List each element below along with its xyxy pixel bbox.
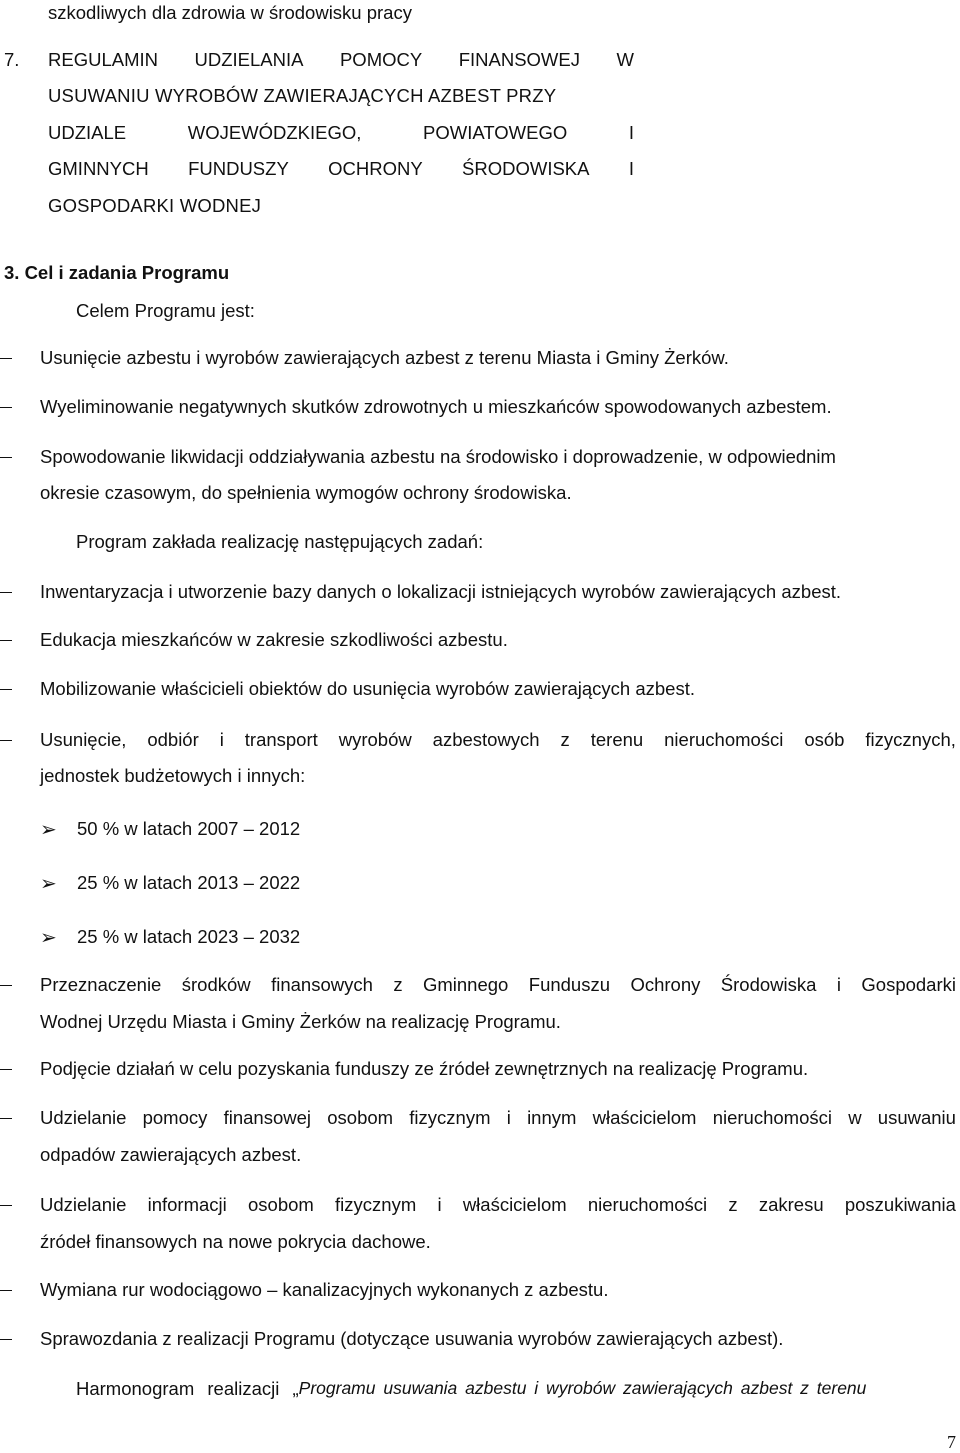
word: w: [848, 1107, 862, 1128]
dash-bullet: [0, 592, 12, 593]
schedule-item: 50 % w latach 2007 – 2012: [77, 818, 301, 839]
word: fizycznym: [335, 1194, 417, 1215]
item-7-line-2: USUWANIU WYROBÓW ZAWIERAJĄCYCH AZBEST PRZY: [48, 85, 557, 106]
word: FUNDUSZY: [188, 158, 289, 179]
word: i: [437, 1194, 442, 1215]
section-3-intro: Celem Programu jest:: [76, 300, 255, 321]
tasks-intro: Program zakłada realizację następujących zadań:: [76, 531, 484, 552]
word: azbestowych: [432, 729, 540, 750]
word: Środowiska: [720, 974, 817, 995]
task-item: Wymiana rur wodociągowo – kanalizacyjnych wykonanych z azbestu.: [40, 1279, 609, 1300]
word: GMINNYCH: [48, 158, 149, 179]
word: informacji: [147, 1194, 227, 1215]
word: I: [628, 122, 634, 143]
arrow-bullet-icon: ➢: [40, 819, 57, 841]
word: nieruchomości: [712, 1107, 832, 1128]
word: i: [506, 1107, 511, 1128]
word: transport: [244, 729, 318, 750]
word: UDZIALE: [48, 122, 127, 143]
task-item-line-1: [40, 974, 956, 996]
goal-item-line-1: Spowodowanie likwidacji oddziaływania azbestu na środowisko i doprowadzenie, w odpowiednim: [40, 446, 836, 467]
word: POWIATOWEGO: [423, 122, 568, 143]
item-7-number: 7.: [4, 49, 20, 70]
harmonogram-line: [76, 1378, 956, 1400]
word: pomocy: [142, 1107, 208, 1128]
harmonogram-lead: Harmonogram realizacji „: [76, 1378, 299, 1399]
word: POMOCY: [339, 49, 423, 70]
word: i: [219, 729, 224, 750]
word: REGULAMIN: [48, 49, 158, 70]
goal-item: Usunięcie azbestu i wyrobów zawierających azbest z terenu Miasta i Gminy Żerków.: [40, 347, 729, 368]
task-item-line-2: jednostek budżetowych i innych:: [40, 765, 306, 786]
word: finansowej: [223, 1107, 312, 1128]
schedule-item: 25 % w latach 2023 – 2032: [77, 926, 301, 947]
item-7-line-5: GOSPODARKI WODNEJ: [48, 195, 262, 216]
word: fizycznym: [409, 1107, 491, 1128]
dash-bullet: [0, 985, 12, 986]
harmonogram-title: Programu usuwania azbestu i wyrobów zawierających azbest z terenu: [298, 1378, 867, 1398]
word: z: [728, 1194, 738, 1215]
word: właścicielom: [592, 1107, 697, 1128]
schedule-item: 25 % w latach 2013 – 2022: [77, 872, 301, 893]
arrow-bullet-icon: ➢: [40, 927, 57, 949]
word: nieruchomości: [664, 729, 784, 750]
task-item: Sprawozdania z realizacji Programu (dotyczące usuwania wyrobów zawierających azbest).: [40, 1328, 784, 1349]
task-item-line-2: źródeł finansowych na nowe pokrycia dachowe.: [40, 1231, 431, 1252]
word: z: [393, 974, 403, 995]
dash-bullet: [0, 1069, 12, 1070]
word: WOJEWÓDZKIEGO,: [187, 122, 362, 143]
dash-bullet: [0, 640, 12, 641]
word: finansowych: [271, 974, 373, 995]
task-item-line-2: Wodnej Urzędu Miasta i Gminy Żerków na realizację Programu.: [40, 1011, 561, 1032]
dash-bullet: [0, 1290, 12, 1291]
word: osobom: [327, 1107, 394, 1128]
word: poszukiwania: [844, 1194, 956, 1215]
dash-bullet: [0, 1205, 12, 1206]
task-item: Inwentaryzacja i utworzenie bazy danych o lokalizacji istniejących wyrobów zawierających azbest.: [40, 581, 842, 602]
word: Gminnego: [422, 974, 509, 995]
task-item-line-1: [40, 1107, 956, 1129]
task-item: Mobilizowanie właścicieli obiektów do usunięcia wyrobów zawierających azbest.: [40, 678, 695, 699]
word: usuwaniu: [877, 1107, 956, 1128]
dash-bullet: [0, 358, 12, 359]
word: UDZIELANIA: [194, 49, 304, 70]
dash-bullet: [0, 1339, 12, 1340]
word: innym: [527, 1107, 577, 1128]
word: OCHRONY: [328, 158, 423, 179]
top-line-text: szkodliwych dla zdrowia w środowisku pracy: [48, 2, 412, 23]
word: odbiór: [147, 729, 199, 750]
word: Funduszu: [528, 974, 611, 995]
word: wyrobów: [338, 729, 412, 750]
dash-bullet: [0, 1118, 12, 1119]
task-item-line-1: [40, 1194, 956, 1216]
section-3-heading: 3. Cel i zadania Programu: [4, 262, 230, 283]
word: zakresu: [758, 1194, 824, 1215]
arrow-bullet-icon: ➢: [40, 873, 57, 895]
word: nieruchomości: [587, 1194, 708, 1215]
word: I: [628, 158, 634, 179]
word: terenu: [590, 729, 644, 750]
item-7-line-1: [48, 49, 634, 71]
word: osób: [804, 729, 845, 750]
word: Usunięcie,: [40, 729, 127, 750]
item-7-line-3: [48, 122, 634, 144]
word: Udzielanie: [40, 1107, 127, 1128]
task-item: Podjęcie działań w celu pozyskania funduszy ze źródeł zewnętrznych na realizację Programu.: [40, 1058, 809, 1079]
word: środków: [181, 974, 251, 995]
dash-bullet: [0, 457, 12, 458]
goal-item-line-2: okresie czasowym, do spełnienia wymogów ochrony środowiska.: [40, 482, 572, 503]
dash-bullet: [0, 740, 12, 741]
dash-bullet: [0, 407, 12, 408]
word: fizycznych,: [865, 729, 956, 750]
word: z: [560, 729, 570, 750]
word: Ochrony: [630, 974, 701, 995]
word: i: [836, 974, 841, 995]
word: FINANSOWEJ: [458, 49, 580, 70]
page-number: 7: [947, 1432, 956, 1452]
word: Przeznaczenie: [40, 974, 162, 995]
word: właścicielom: [462, 1194, 567, 1215]
word: Udzielanie: [40, 1194, 127, 1215]
word: Gospodarki: [861, 974, 956, 995]
goal-item: Wyeliminowanie negatywnych skutków zdrowotnych u mieszkańców spowodowanych azbestem.: [40, 396, 832, 417]
word: osobom: [248, 1194, 314, 1215]
task-item-line-2: odpadów zawierających azbest.: [40, 1144, 302, 1165]
item-7-line-4: [48, 158, 634, 180]
word: ŚRODOWISKA: [462, 158, 590, 179]
task-item-line-1: [40, 729, 956, 751]
task-item: Edukacja mieszkańców w zakresie szkodliwości azbestu.: [40, 629, 508, 650]
word: W: [616, 49, 634, 70]
dash-bullet: [0, 689, 12, 690]
